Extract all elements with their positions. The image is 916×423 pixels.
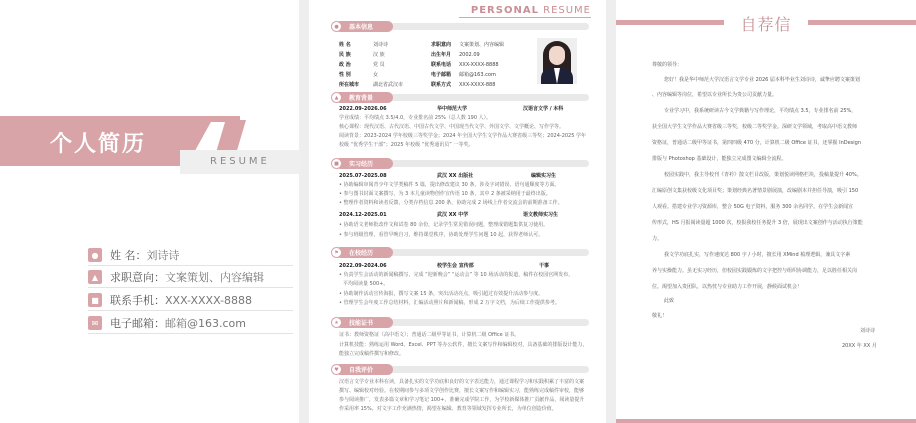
letter-line: 获全国大学生文学作品大赛省级三等奖，校级二等奖学金。深研文学领域，考取高中语文教师 bbox=[652, 124, 858, 130]
user-icon: ● bbox=[88, 248, 102, 262]
eval-line: 参与阅读推广，发表多篇文章和学习笔记 100+，准确完成学院工作，为学校新媒体推广贡献作品，阅读量提升 bbox=[339, 397, 585, 403]
edu-line: 校级 “优秀学生干部”；2025 年校级 “优秀通讯员” 一等奖。 bbox=[339, 142, 474, 148]
value: 刘诗诗 bbox=[373, 42, 389, 48]
campus-line: • 协助制作活动宣传海报，撰写文案 15 条，突出活动亮点，吸引超过有效提升活动参与度。 bbox=[339, 291, 544, 297]
label: 政 治 bbox=[339, 62, 351, 68]
job-org: 武汉 XX 中学 bbox=[437, 212, 469, 218]
letter-line: 传形式，HS 月报阅读量超 1000 次，校报我校任务提升 3 倍，展现出文案创作与活动执行策能 bbox=[652, 220, 863, 226]
cover-info-phone bbox=[88, 289, 298, 311]
letter-line: 汇编原创文集获校级文化项目奖；策划经典名著情景剧展演，改编剧本并担任导演，吸引 150 bbox=[652, 188, 859, 194]
resume-detail-page bbox=[309, 0, 606, 423]
label: 出生年月 bbox=[431, 52, 452, 58]
campus-role: 干事 bbox=[539, 263, 550, 269]
label: 联系方式 bbox=[431, 82, 452, 88]
label: 民 族 bbox=[339, 52, 351, 58]
campus-org: 校学生会 宣传部 bbox=[437, 263, 474, 269]
cover-info-email bbox=[88, 312, 298, 334]
campus-line: • 管理学生会年度工作总结材料，汇编活动照片和新闻稿，形成 2 万字文档，为后续工作提供参考。 bbox=[339, 300, 560, 306]
cover-info-name bbox=[88, 244, 298, 266]
edu-line: 学业成绩：平均绩点 3.5/4.0，专业排名前 25%（总人数 190 人）。 bbox=[339, 115, 492, 121]
edu-major: 汉语言文学 / 本科 bbox=[523, 106, 564, 112]
location-icon: ▲ bbox=[88, 270, 102, 284]
job-date: 2025.07-2025.08 bbox=[339, 173, 387, 179]
letter-line: 我文学功底扎实，写作速度达 800 字 / 小时，擅长用 XMind 梳理逻辑，兼具文字素 bbox=[664, 252, 851, 258]
job-line: • 参与班级管理，看管早晚自习，维持课堂秩序，协助处理学生问题 10 起，获得老师认可。 bbox=[339, 232, 544, 238]
divider bbox=[88, 287, 293, 288]
cert-line: 计算机技能：熟练运用 Word、Excel、PPT 等办公软件，擅长文案写作和编辑校对，具备基础的排版设计能力， bbox=[339, 342, 588, 348]
resume-cover-page bbox=[0, 0, 299, 423]
letter-greeting: 尊敬的领导： bbox=[652, 62, 683, 68]
info-value: XXX-XXXX-8888 bbox=[165, 293, 253, 307]
letter-date: 20XX 年 XX 月 bbox=[842, 343, 877, 349]
letter-line: 、内容编辑等岗位，希望以专业所长为贵公司贡献力量。 bbox=[652, 92, 778, 98]
value: 2002.09 bbox=[459, 52, 480, 58]
cert-line: 证书：教师资格证（高中语文）；普通话二级甲等证书，计算机二级 Office 证书。 bbox=[339, 332, 520, 338]
header-resume: RESUME bbox=[538, 5, 591, 16]
briefcase-icon: ■ bbox=[331, 158, 342, 169]
divider bbox=[88, 310, 293, 311]
job-org: 武汉 XX 出版社 bbox=[437, 173, 474, 179]
section-title: 在校经历 bbox=[335, 247, 393, 258]
label: 电子邮箱 bbox=[431, 72, 452, 78]
info-value: 刘诗诗 bbox=[146, 249, 180, 262]
page-footer-rule bbox=[616, 419, 916, 423]
divider bbox=[88, 333, 293, 334]
value: XXX-XXXX-8888 bbox=[459, 62, 499, 68]
value: 汉 族 bbox=[373, 52, 385, 58]
section-title: 技能证书 bbox=[335, 317, 393, 328]
letter-line: 人观看。搭建专业学习资源库，整合 50G 电子资料，服务 300 余名同学。在学生会新闻宣 bbox=[652, 204, 854, 210]
label: 所在城市 bbox=[339, 82, 360, 88]
section-header-basic bbox=[327, 21, 589, 32]
eval-line: 撰写、编辑校对经验。在校期间参与多项文学创作比赛，擅长文案写作和编辑实习，能熟练完成稿件审校，能够 bbox=[339, 388, 585, 394]
eval-line: 汉语言文学专业本科在读，具备扎实的文学功底和良好的文字表达能力，通过课程学习和实践积累了丰富的文案 bbox=[339, 379, 585, 385]
certificate-icon: ★ bbox=[331, 317, 342, 328]
section-title: 基本信息 bbox=[335, 21, 393, 32]
job-line: • 参与图书封面文案撰写，为 3 本儿童读物创作宣传语 10 条，其中 2 条被采纳用于最终出版。 bbox=[339, 191, 551, 197]
profile-photo bbox=[537, 38, 577, 84]
mail-icon: ✉ bbox=[88, 316, 102, 330]
heart-icon: ♥ bbox=[331, 364, 342, 375]
value: XXX-XXXX-888 bbox=[459, 82, 496, 88]
job-role: 语文教师实习生 bbox=[523, 212, 559, 218]
section-header-education bbox=[327, 92, 589, 103]
info-label: 联系手机： bbox=[110, 294, 165, 307]
info-label: 求职意向： bbox=[110, 271, 165, 284]
value: 邮箱@163.com bbox=[459, 72, 496, 78]
label: 姓 名 bbox=[339, 42, 351, 48]
header-personal: PERSONAL bbox=[470, 5, 539, 16]
job-line: • 整理作者资料和读者反馈，分类存档信息 200 条，协助完成 2 场线上作者交流会的前期准备工作。 bbox=[339, 200, 563, 206]
section-header-certificates bbox=[327, 317, 589, 328]
flag-icon: ⚑ bbox=[331, 247, 342, 258]
campus-date: 2022.09-2024.06 bbox=[339, 263, 387, 269]
label: 联系电话 bbox=[431, 62, 452, 68]
page-header bbox=[471, 5, 591, 16]
value: 女 bbox=[373, 72, 379, 78]
section-header-self-eval bbox=[327, 364, 589, 375]
letter-closing: 敬礼！ bbox=[652, 313, 668, 319]
cert-line: 能独立完成稿件撰写和修改。 bbox=[339, 351, 405, 357]
letter-line: 位。渴望加入贵团队，以热忱与专业助力工作开展，静候面试机会！ bbox=[652, 284, 803, 290]
section-title: 自我评价 bbox=[335, 364, 393, 375]
job-line: • 协助语文老师批改作文和试卷 80 余份，记录学生常见错误问题，整理成错题集供复习使用。 bbox=[339, 222, 549, 228]
label: 求职意向 bbox=[431, 42, 452, 48]
cover-title: 个人简历 bbox=[50, 132, 147, 157]
letter-line: 资格证，普通话二级甲等证书，第四四级 470 分，计算机二级 Office 证书，还掌握 InDesign bbox=[652, 140, 861, 146]
campus-line: 平均阅读量 500+。 bbox=[343, 281, 389, 287]
letter-title: 自荐信 bbox=[740, 15, 792, 34]
info-value: 邮箱@163.com bbox=[165, 317, 246, 330]
letter-signature: 刘诗诗 bbox=[860, 328, 876, 334]
phone-icon: ■ bbox=[88, 293, 102, 307]
letter-closing: 此致 bbox=[664, 298, 675, 304]
job-line: • 协助编辑审阅青少年文学类稿件 5 篇，提出修改建议 30 条，涉及字词错误、语句通顺度等方面。 bbox=[339, 182, 560, 188]
info-label: 电子邮箱： bbox=[110, 317, 165, 330]
eval-line: 作采用率 15%。对文字工作充满热情，渴望在编辑、教育等领域发挥专业所长，为单位创造价值。 bbox=[339, 406, 557, 412]
letter-line: 校园实践中，我主导校刊《青衿》散文栏目改版，策划悦读网格栏块，投稿量提升 40%。 bbox=[664, 172, 862, 178]
job-date: 2024.12-2025.01 bbox=[339, 212, 387, 218]
value: 湖北省武汉市 bbox=[373, 82, 404, 88]
header-rule bbox=[459, 17, 591, 18]
cover-info-intent bbox=[88, 266, 298, 288]
letter-line: 养与实操能力。虽无实习经历，但校园实践锻炼的文字把控与组织协调能力，足以胜任相关岗 bbox=[652, 268, 858, 274]
letter-line: 排版与 Photoshop 基础设计，能独立完成图文编辑全流程。 bbox=[652, 156, 787, 162]
edu-date: 2022.09-2026.06 bbox=[339, 106, 387, 112]
graduation-cap-icon: ▲ bbox=[331, 92, 342, 103]
section-header-internship bbox=[327, 158, 589, 169]
letter-line: 专业学习中，我系统研读古今文学典籍与写作理论，平均绩点 3.5，专业排名前 25%， bbox=[664, 108, 857, 114]
letter-line: 力。 bbox=[652, 236, 663, 242]
value: 党 员 bbox=[373, 62, 385, 68]
cover-letter-page bbox=[616, 0, 916, 423]
edu-line: 阅读背景：2023-2024 学年校级三等奖学金；2024 年全国大学生文学作品大赛省级三等奖；2024-2025 学年 bbox=[339, 133, 587, 139]
letter-line: 您好！我是华中师范大学汉语言文学专业 2026 届本科毕业生刘诗诗，诚挚应聘文案策划 bbox=[664, 77, 860, 83]
campus-line: • 负责学生会活动的新闻稿撰写，完成 “迎新晚会” “运动会” 等 10 场活动的报道，稿件在校园官网发布， bbox=[339, 272, 574, 278]
label: 性 别 bbox=[339, 72, 351, 78]
info-value: 文案策划、内容编辑 bbox=[165, 271, 264, 284]
person-icon: ● bbox=[331, 21, 342, 32]
info-label: 姓 名： bbox=[110, 249, 147, 262]
value: 文案策划、内容编辑 bbox=[459, 42, 505, 48]
section-header-campus bbox=[327, 247, 589, 258]
job-role: 编辑实习生 bbox=[531, 173, 557, 179]
section-title: 教育背景 bbox=[335, 92, 393, 103]
edu-school: 华中师范大学 bbox=[437, 106, 468, 112]
edu-line: 核心课程：现代汉语、古代汉语、中国古代文学、中国现当代文学、外国文学、文学概论、写作学等。 bbox=[339, 124, 565, 130]
cover-subtitle: RESUME bbox=[210, 156, 270, 167]
section-title: 实习经历 bbox=[335, 158, 393, 169]
